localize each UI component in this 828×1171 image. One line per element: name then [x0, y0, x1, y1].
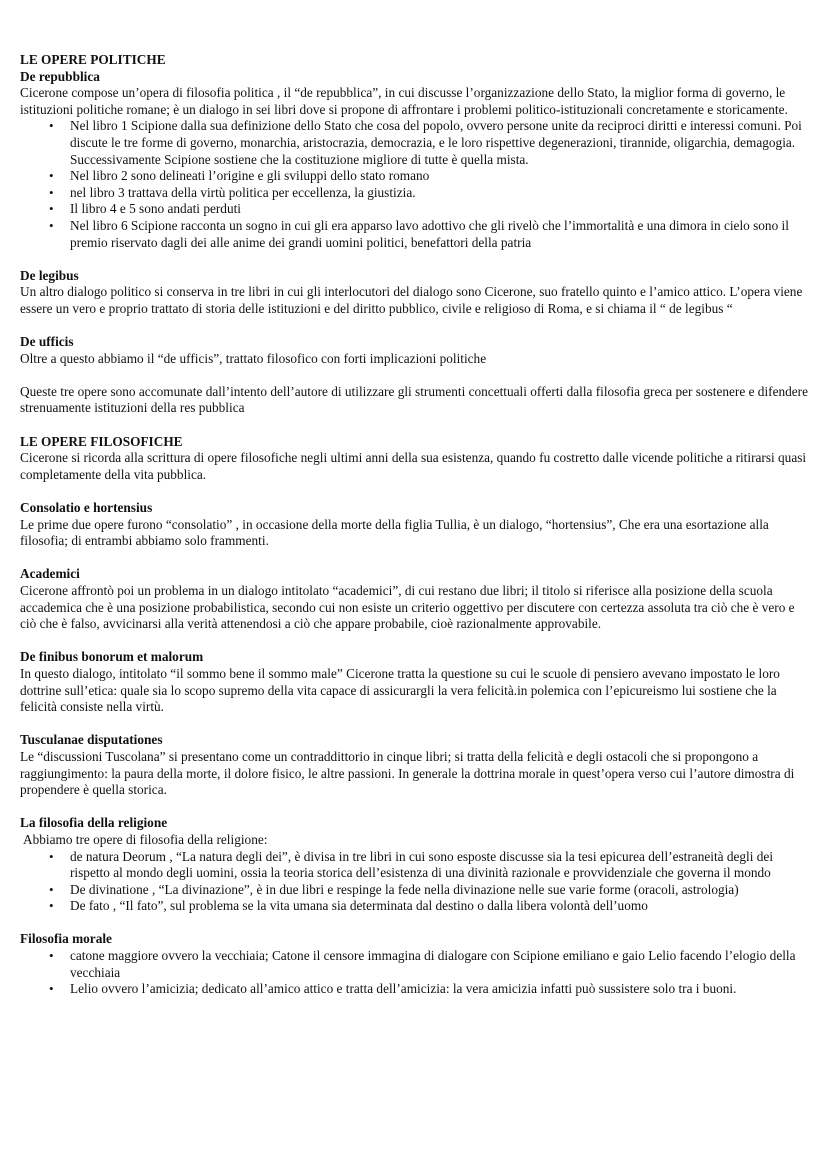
list-item: • Nel libro 6 Scipione racconta un sogno in cui gli era apparso lavo adottivo che gli rivelò che l’immortalità e una dimora in cielo sono il premio riservato dagli dei alle anime dei grandi uomini politici, benefattori della patria: [20, 218, 810, 251]
list-filosofia-morale: [20, 948, 810, 998]
list-filosofia-religione: [20, 849, 810, 915]
heading-de-ufficis: De ufficis: [20, 334, 74, 350]
list-item: • Lelio ovvero l’amicizia; dedicato all’amico attico e tratta dell’amicizia: la vera amicizia infatti può sussistere solo tra i buoni.: [20, 981, 810, 998]
paragraph-consolatio: Le prime due opere furono “consolatio” , in occasione della morte della figlia Tullia, è un dialogo, “hortensius”, Che era una esortazione alla filosofia; di entrambi abbiamo solo frammenti.: [20, 516, 769, 549]
paragraph-de-legibus: Un altro dialogo politico si conserva in tre libri in cui gli interlocutori del dialogo sono Cicerone, suo fratello quinto e l’amico attico. L’opera viene essere un vero e proprio trattato di storia delle istituzioni e del diritto pubblico, civile e religioso di Roma, e si chiama il “ de legibus “: [20, 284, 803, 316]
heading-filosofia-religione: La filosofia della religione: [20, 815, 168, 831]
heading-de-repubblica: De repubblica: [20, 68, 100, 84]
heading-academici: Academici: [20, 566, 80, 582]
paragraph-de-ufficis: Oltre a questo abbiamo il “de ufficis”, trattato filosofico con forti implicazioni politiche: [20, 350, 487, 366]
paragraph-summary-politiche: Queste tre opere sono accomunate dall’intento dell’autore di utilizzare gli strumenti concettuali offerti dalla filosofia greca per sostenere e difendere strenuamente istituzioni della res pubblica: [20, 383, 809, 416]
heading-filosofia-morale: Filosofia morale: [20, 931, 112, 947]
heading-consolatio: Consolatio e hortensius: [20, 500, 153, 516]
paragraph-tusculanae: Le “discussioni Tuscolana” si presentano come un contraddittorio in cinque libri; si tratta della felicità e degli ostacoli che si propongono a raggiungimento: la paura della morte, il dolore fisico, le altre passioni. In generale la dottrina morale in quest’opera verso cui l’autore dimostra di propendere è quella storica.: [20, 748, 795, 798]
paragraph-de-finibus: In questo dialogo, intitolato “il sommo bene il sommo male” Cicerone tratta la questione su cui le scuole di pensiero avevano impostato le loro dottrine sull’etica: quale sia lo scopo supremo della vita capace di assicurargli la vera felicità.in polemica con l’epicureismo lui sostiene che la felicità consiste nella virtù.: [20, 665, 780, 715]
section-title-opere-politiche: LE OPERE POLITICHE: [20, 52, 166, 67]
paragraph-opere-filosofiche: Cicerone si ricorda alla scrittura di opere filosofiche negli ultimi anni della sua esistenza, quando fu costretto dalle vicende politiche a ritirarsi quasi completamente della vita pubblica.: [20, 450, 807, 482]
heading-de-legibus: De legibus: [20, 267, 79, 283]
list-item: • Nel libro 2 sono delineati l’origine e gli sviluppi dello stato romano: [20, 168, 810, 185]
list-item: • De fato , “Il fato”, sul problema se la vita umana sia determinata dal destino o dalla libera volontà dell’uomo: [20, 898, 810, 915]
list-item: • Nel libro 1 Scipione dalla sua definizione dello Stato che cosa del popolo, ovvero persone unite da reciproci diritti e interessi comuni. Poi discute le tre forme di governo, monarchia, aristocrazia, democrazia, e le loro rispettive degenerazioni, tirannide, oligarchia, demagogia. Successivamente Scipione sostiene che la costituzione migliore di tutte è quella mista.: [20, 118, 810, 168]
document-page: [20, 52, 810, 998]
paragraph-de-repubblica: Cicerone compose un’opera di filosofia politica , il “de repubblica”, in cui discusse l’organizzazione dello Stato, la miglior forma di governo, le istituzioni politiche romane; è un dialogo in sei libri dove si propone di affrontare i problemi politico-istituzionali concretamente e storicamente.: [20, 85, 788, 117]
list-item: • de natura Deorum , “La natura degli dei”, è divisa in tre libri in cui sono esposte discusse sia la tesi epicurea dell’estraneità degli dei rispetto al mondo degli uomini, ossia la teoria storica dell’esistenza di una divinità razionale e provvidenziale che governa il mondo: [20, 849, 810, 882]
paragraph-academici: Cicerone affrontò poi un problema in un dialogo intitolato “academici”, di cui restano due libri; il titolo si riferisce alla posizione della scuola accademica che è una posizione probabilistica, secondo cui non esiste un criterio oggettivo per discutere con certezza assoluta tra ciò che è vero e ciò che è falso, avvicinarsi alla verità attenendosi a ciò che appare probabile, cioè razionalmente approvabile.: [20, 583, 795, 632]
list-item: • De divinatione , “La divinazione”, è in due libri e respinge la fede nella divinazione nelle sue varie forme (oracoli, astrologia): [20, 882, 810, 899]
list-item: • catone maggiore ovvero la vecchiaia; Catone il censore immagina di dialogare con Scipione emiliano e gaio Lelio facendo l’elogio della vecchiaia: [20, 948, 810, 981]
heading-de-finibus: De finibus bonorum et malorum: [20, 649, 204, 665]
section-title-opere-filosofiche: LE OPERE FILOSOFICHE: [20, 433, 183, 449]
list-item: • nel libro 3 trattava della virtù politica per eccellenza, la giustizia.: [20, 185, 810, 202]
list-item: • Il libro 4 e 5 sono andati perduti: [20, 201, 810, 218]
list-de-repubblica: [20, 118, 810, 251]
heading-tusculanae: Tusculanae disputationes: [20, 732, 163, 748]
paragraph-filosofia-religione: Abbiamo tre opere di filosofia della religione:: [23, 831, 268, 847]
